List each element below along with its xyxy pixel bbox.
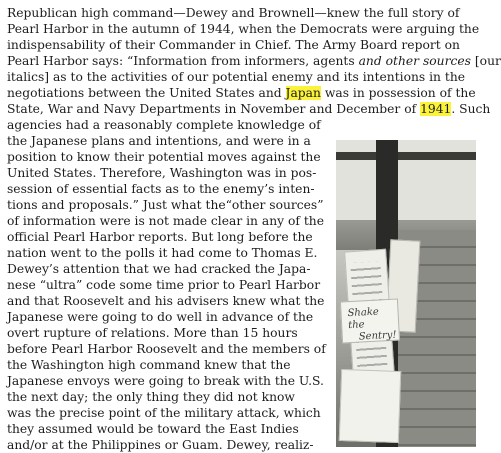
text-line: nation went to the polls it had come to Thomas E. [7,246,318,260]
text-line: Japanese were going to do well in advance of the [7,310,314,324]
sign-text: Sentry! [358,329,397,343]
text-line: session of essential facts as to the enemy’s inten- [7,182,315,196]
text-line: before Pearl Harbor Roosevelt and the members of [7,342,326,356]
photograph-posted-notices [336,140,476,447]
sign-text: Shake the [347,306,380,332]
text-line: of information were is not made clear in any of the [7,214,324,228]
text-line: tions and proposals.” Just what the“other sources” [7,198,324,212]
highlighted-word: Japan [285,86,321,100]
text-line: State, War and Navy Departments in November and December of 1941. Such [7,102,491,116]
italic-phrase: and other sources [358,54,471,68]
text-line: indispensability of their Commander in Chief. The Army Board report on [7,38,460,52]
text-line: they assumed would be toward the East Indies [7,422,299,436]
highlighted-year: 1941 [420,102,452,116]
text-line: and that Roosevelt and his advisers knew what the [7,294,325,308]
photo-beam [336,152,476,160]
text-line: the Washington high command knew that the [7,358,291,372]
text-line: Dewey’s attention that we had cracked the Japa- [7,262,311,276]
text-line: overt rupture of relations. More than 15 hours [7,326,298,340]
text-line: United States. Therefore, Washington was in pos- [7,166,317,180]
text-line: Pearl Harbor in the autumn of 1944, when the Democrats were arguing the [7,22,480,36]
text-line: negotiations between the United States and Japan was in possession of the [7,86,476,100]
text-line: agencies had a reasonably complete knowledge of [7,118,321,132]
text-line: was the precise point of the military attack, which [7,406,321,420]
text-line: nese “ultra” code some time prior to Pearl Harbor [7,278,321,292]
text-line: Republican high command—Dewey and Brownell—knew the full story of [7,6,460,20]
text-line: Japanese envoys were going to break with the U.S. [7,374,324,388]
text-line: official Pearl Harbor reports. But long before the [7,230,313,244]
text-line: and/or at the Philippines or Guam. Dewey, realiz- [7,438,314,452]
text-line: italics] as to the activities of our potential enemy and its intentions in the [7,70,466,84]
text-line: Pearl Harbor says: “Information from informers, agents and other sources [our [7,54,501,68]
text-line: the next day; the only thing they did not know [7,390,295,404]
text-line: position to know their potential moves against the [7,150,321,164]
text-line: the Japanese plans and intentions, and were in a [7,134,311,148]
photo-handwritten-sign [340,299,400,344]
photo-notice-paper [339,369,401,443]
